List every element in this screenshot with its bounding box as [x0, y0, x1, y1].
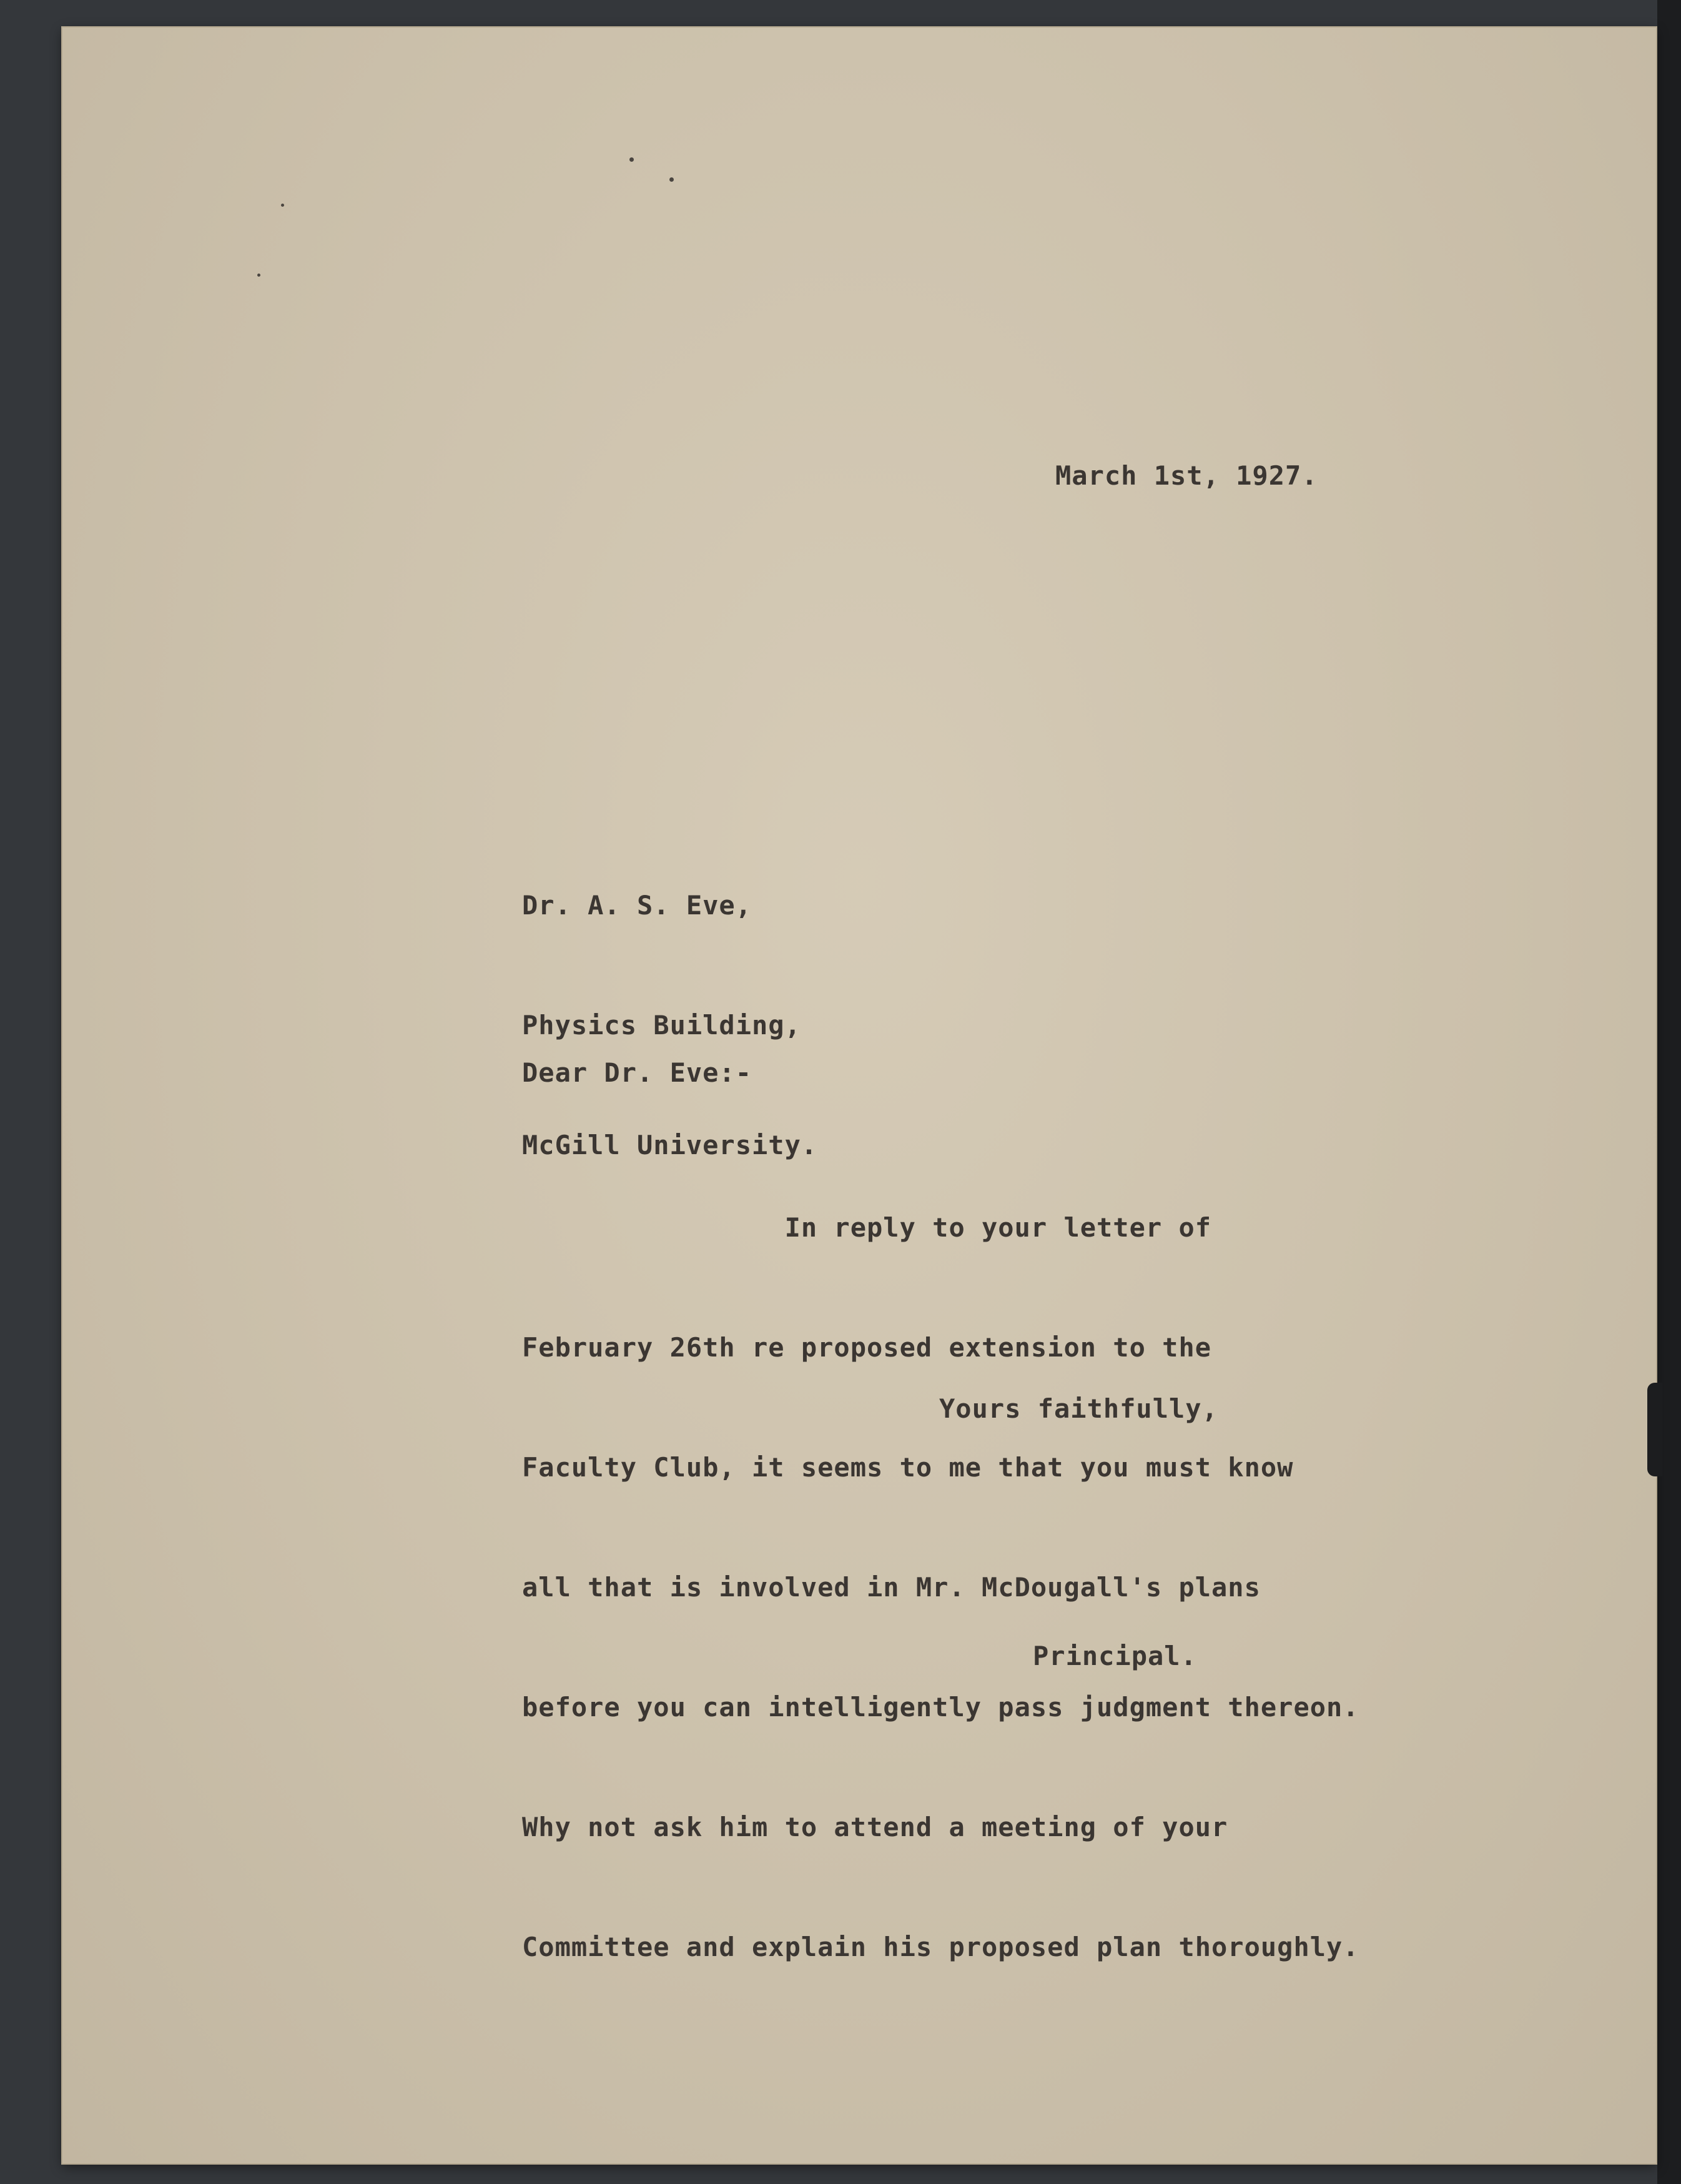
address-line-building: Physics Building, [522, 1010, 801, 1040]
body-line: Why not ask him to attend a meeting of your [522, 1812, 1228, 1842]
body-line: February 26th re proposed extension to the [522, 1332, 1212, 1363]
body-line: Committee and explain his proposed plan thoroughly. [522, 1932, 1359, 1962]
body-line: In reply to your letter of [522, 1212, 1212, 1243]
letter-date: March 1st, 1927. [1055, 460, 1318, 491]
scan-backdrop-edge [1657, 0, 1681, 2184]
ink-speck [281, 204, 284, 207]
letter-body [522, 1128, 1359, 2047]
address-line-name: Dr. A. S. Eve, [522, 890, 752, 921]
body-line: before you can intelligently pass judgment thereon. [522, 1692, 1359, 1722]
salutation: Dear Dr. Eve:- [522, 1057, 752, 1088]
ink-speck [257, 274, 260, 277]
letter-page [62, 27, 1656, 2163]
complimentary-close: Yours faithfully, [939, 1393, 1218, 1424]
signature-title: Principal. [1033, 1641, 1197, 1671]
ink-speck [669, 177, 674, 182]
address-line-institution: McGill University. [522, 1130, 818, 1160]
paper-torn-edge [1647, 1383, 1662, 1476]
ink-speck [629, 157, 634, 162]
body-line: all that is involved in Mr. McDougall's plans [522, 1572, 1261, 1603]
body-line: Faculty Club, it seems to me that you must know [522, 1452, 1294, 1483]
